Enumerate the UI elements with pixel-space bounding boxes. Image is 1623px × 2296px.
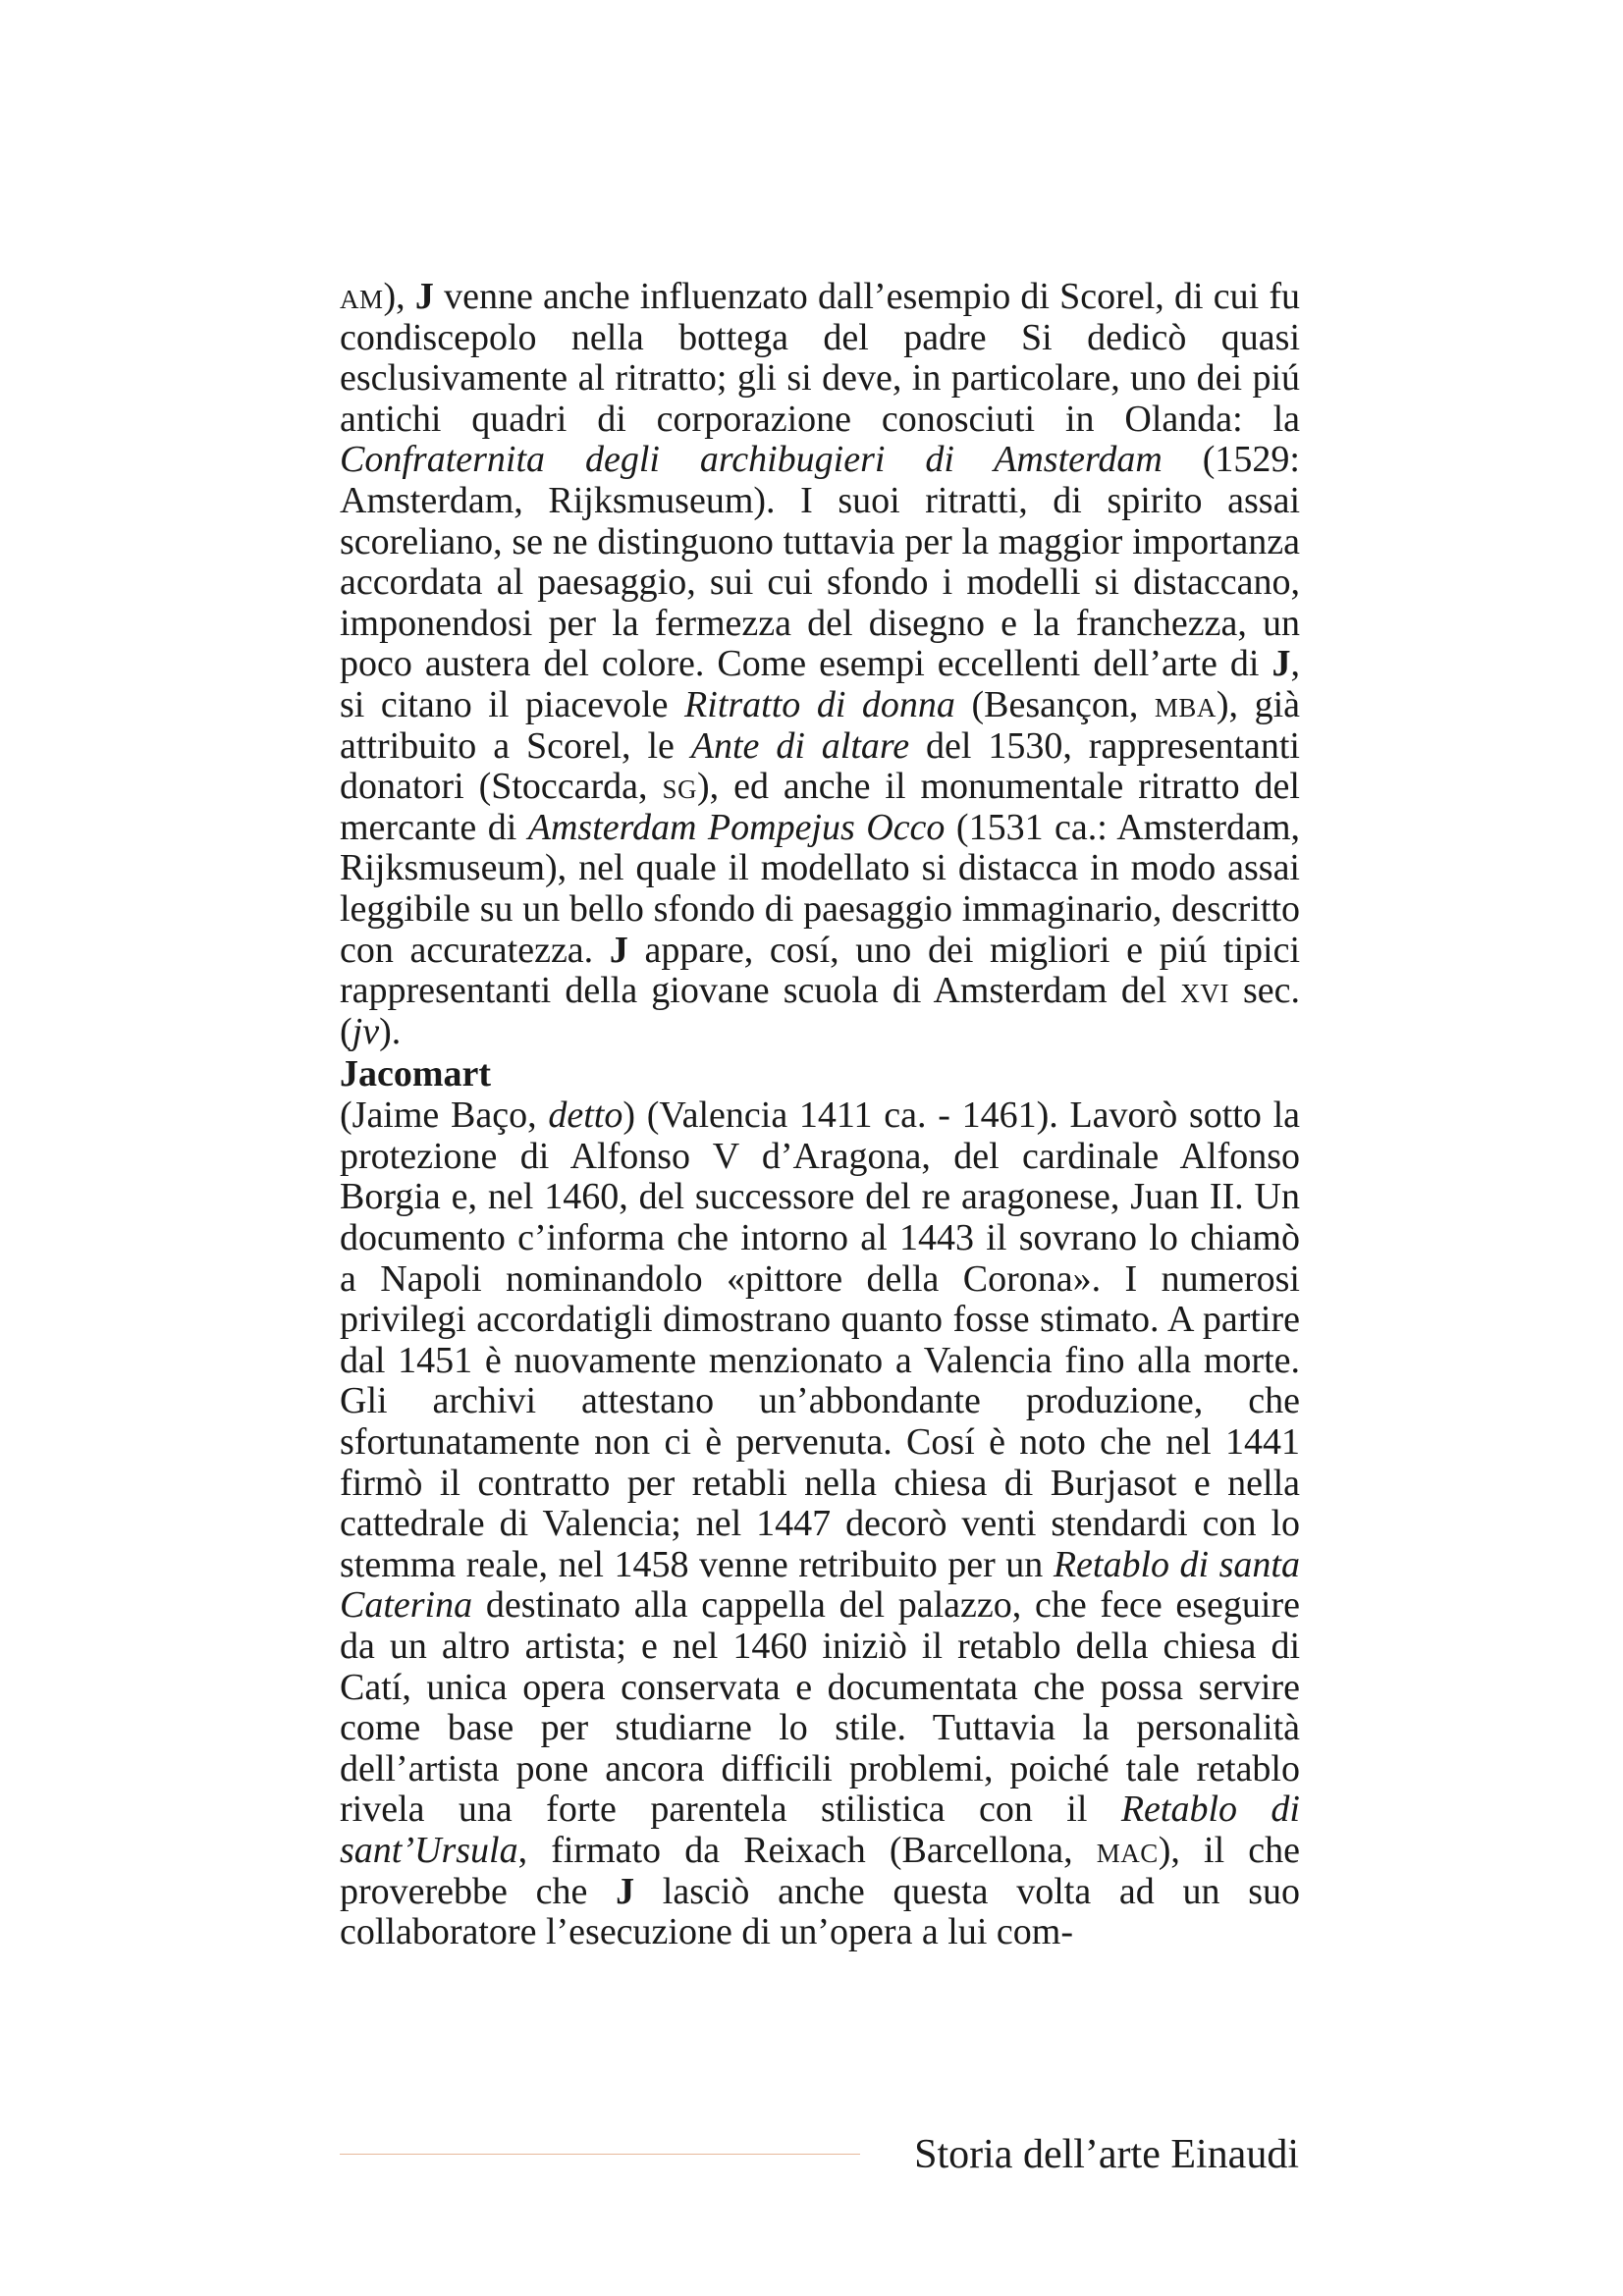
alias-word: detto <box>548 1095 623 1137</box>
entry-heading: Jacomart <box>340 1053 492 1095</box>
text-run: (Jaime Baço, <box>340 1095 549 1137</box>
text-run: sec. ( <box>340 970 1301 1052</box>
artwork-title: Ritratto di donna <box>684 683 955 725</box>
entry-paragraph <box>340 1095 1300 1952</box>
footer-divider <box>340 2154 860 2155</box>
text-run: del 1530, rappresentanti donatori (Stoccarda, <box>340 724 1300 808</box>
text-run: ), ed anche il monumentale ritratto del mercante di <box>340 766 1300 848</box>
text-run: , si citano il piacevole <box>340 643 1300 725</box>
text-run: lasciò anche questa volta ad un suo collaboratore l’esecuzione di un’opera a lui com- <box>340 1870 1301 1953</box>
entry-initial: J <box>414 276 434 317</box>
entry-initial: J <box>616 1870 635 1912</box>
page-body <box>340 277 1300 1953</box>
abbreviation-am: am <box>340 276 384 317</box>
text-run: (Besançon, <box>954 683 1155 725</box>
text-run: (1531 ca.: Amsterdam, Rijksmuseum), nel quale il modellato si distacca in modo assai leggibile su un bello sfondo di paesaggio immaginario, descritto con accuratezza. <box>340 806 1301 971</box>
artwork-title: Retablo di sant’Ursula <box>340 1789 1300 1871</box>
text-run: destinato alla cappella del palazzo, che fece eseguire da un altro artista; e nel 1460 iniziò il retablo della chiesa di Catí, unica opera conservata e documentata che possa servire come base per studiarne lo stile. Tuttavia la personalità dell’artista pone ancora difficili problemi, poiché tale retablo rivela una forte parentela stilistica con il <box>340 1584 1300 1831</box>
text-run: ), già attribuito a Scorel, le <box>340 683 1301 767</box>
century-numeral: xvi <box>1180 970 1229 1012</box>
entry-initial: J <box>1271 643 1291 685</box>
text-run: ), il che proverebbe che <box>340 1829 1300 1912</box>
text-run: venne anche influenzato dall’esempio di Scorel, di cui fu condiscepolo nella bottega del padre Si dedicò quasi esclusivamente al ritratto; gli si deve, in particolare, uno dei piú antichi quadri di corporazione conosciuti in Olanda: la <box>340 276 1300 440</box>
artwork-title: Amsterdam Pompejus Occo <box>527 806 946 848</box>
entry-initial: J <box>609 929 628 971</box>
footer-title: Storia dell’arte Einaudi <box>914 2132 1299 2177</box>
text-run: , firmato da Reixach (Barcellona, <box>517 1829 1097 1871</box>
artwork-title: Confraternita degli archibugieri di Amsterdam <box>340 439 1163 481</box>
paragraph-continuation <box>340 277 1300 1052</box>
text-run: appare, cosí, uno dei migliori e piú tipici rappresentanti della giovane scuola di Amsterdam del <box>340 929 1300 1012</box>
text-run: ) (Valencia 1411 ca. - 1461). Lavorò sotto la protezione di Alfonso V d’Aragona, del cardinale Alfonso Borgia e, nel 1460, del successore del re aragonese, Juan II. Un documento c’informa che intorno al 1443 il sovrano lo chiamò a Napoli nominandolo «pittore della Corona». I numerosi privilegi accordatigli dimostrano quanto fosse stimato. A partire dal 1451 è nuovamente menzionato a Valencia fino alla morte. Gli archivi attestano un’abbondante produzione, che sfortunatamente non ci è pervenuta. Cosí è noto che nel 1441 firmò il contratto per retabli nella chiesa di Burjasot e nella cattedrale di Valencia; nel 1447 decorò venti stendardi con lo stemma reale, nel 1458 venne retribuito per un <box>340 1095 1301 1585</box>
abbreviation-sg: sg <box>662 766 697 808</box>
text-run: ), <box>383 276 415 317</box>
author-initials: jv <box>352 1010 380 1052</box>
text-run: ). <box>379 1010 402 1052</box>
text-run: (1529: Amsterdam, Rijksmuseum). I suoi ritratti, di spirito assai scoreliano, se ne distinguono tuttavia per la maggior importanza accordata al paesaggio, sui cui sfondo i modelli si distaccano, imponendosi per la fermezza del disegno e la franchezza, un poco austera del colore. Come esempi eccellenti dell’arte di <box>340 439 1300 685</box>
abbreviation-mac: mac <box>1096 1829 1159 1871</box>
artwork-title: Retablo di santa Caterina <box>340 1543 1300 1627</box>
abbreviation-mba: mba <box>1154 683 1217 725</box>
artwork-title: Ante di altare <box>690 724 910 767</box>
